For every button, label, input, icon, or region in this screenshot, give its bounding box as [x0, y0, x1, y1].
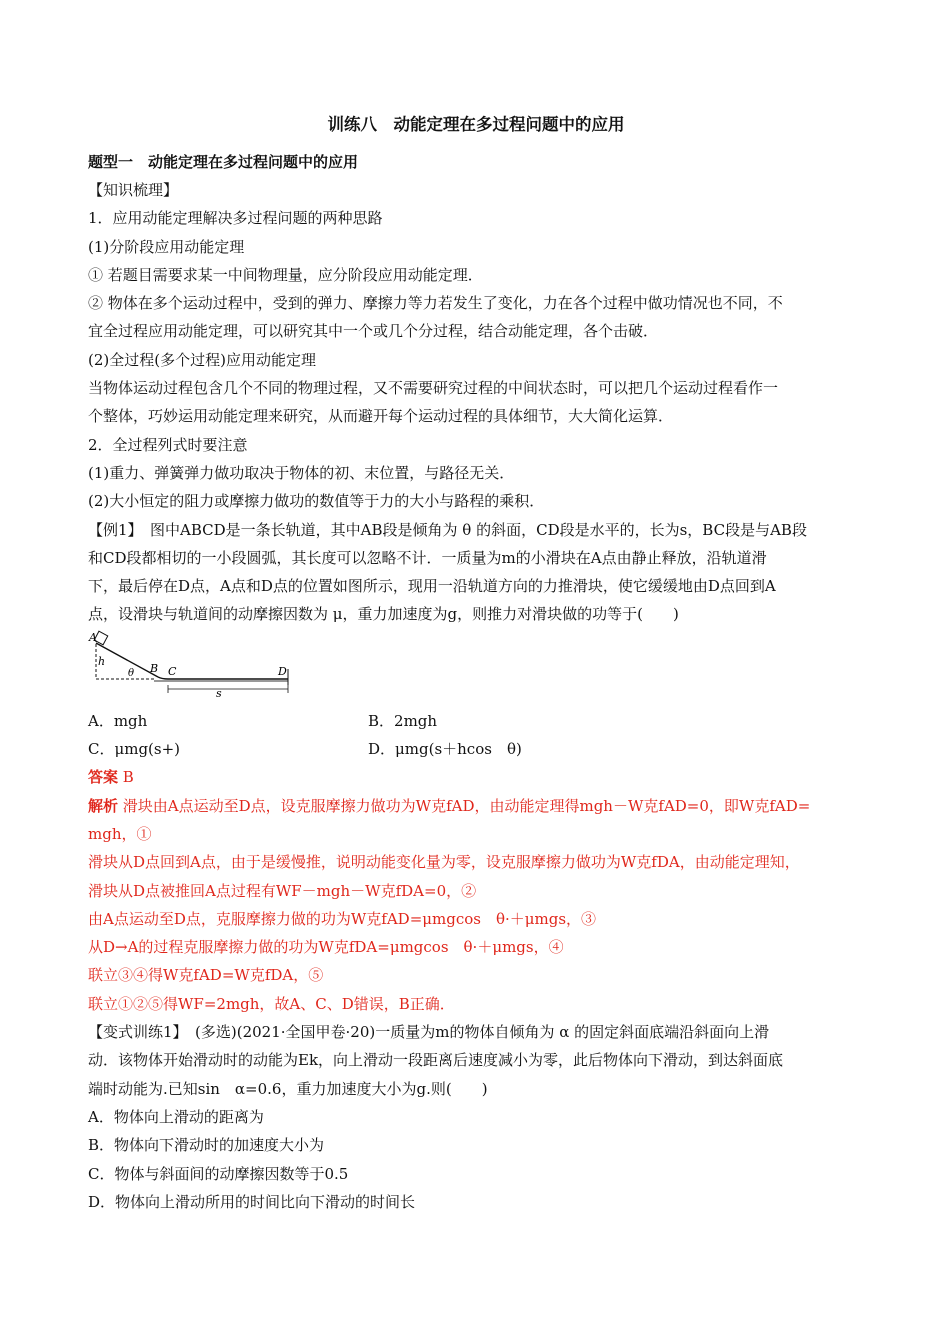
kp1-a1: ① 若题目需要求某一中间物理量，应分阶段应用动能定理． — [88, 265, 483, 284]
analysis-label: 解析 — [88, 796, 119, 815]
option-c: C．物体与斜面间的动摩擦因数等于0.5 — [88, 1164, 349, 1183]
label-h: h — [98, 654, 106, 668]
answer-label: 答案 — [88, 768, 119, 787]
text-line: 下，最后停在D点，A点和D点的位置如图所示，现用一沿轨道方向的力推滑块，使它缓缓地由D点回到A — [88, 577, 776, 596]
text-line: mgh，① — [88, 824, 152, 843]
text-line: 滑块从D点被推回A点过程有WF－mgh－W克fDA=0，② — [88, 881, 477, 900]
option-b: B．物体向下滑动时的加速度大小为 — [88, 1136, 325, 1155]
text-line: 从D→A的过程克服摩擦力做的功为W克fDA=μmgcos θ·＋μmgs，④ — [88, 938, 564, 957]
option-d: D．物体向上滑动所用的时间比向下滑动的时间长 — [88, 1192, 416, 1211]
kp1-a: (1)分阶段应用动能定理 — [88, 237, 245, 256]
option-c: C．μmg(s+) — [88, 740, 181, 759]
answer-value: B — [122, 768, 134, 787]
incline-diagram — [88, 629, 308, 707]
analysis — [88, 792, 864, 1018]
option-b: B．2mgh — [368, 711, 438, 730]
label-a: A — [89, 630, 97, 644]
kp2-heading: 2．全过程列式时要注意 — [88, 435, 248, 454]
text-line: ② 物体在多个运动过程中，受到的弹力、摩擦力等力若发生了变化，力在各个过程中做功情况也不同，不 — [88, 294, 783, 313]
text-line: 联立①②⑤得WF=2mgh，故A、C、D错误，B正确． — [88, 994, 455, 1013]
variant-1-options — [88, 1103, 864, 1216]
text-line: 【例1】 图中ABCD是一条长轨道，其中AB段是倾角为 θ 的斜面，CD段是水平的，长为s，BC段是与AB段 — [88, 520, 807, 539]
variant-1 — [88, 1018, 864, 1103]
label-b: B — [150, 661, 159, 675]
example-1 — [88, 516, 864, 629]
label-d: D — [278, 664, 287, 678]
kp1-b: (2)全过程(多个过程)应用动能定理 — [88, 350, 316, 369]
label-c: C — [168, 664, 177, 678]
option-d: D．μmg(s＋hcos θ) — [368, 740, 522, 759]
document-page — [88, 112, 864, 1216]
text-line: 滑块从D点回到A点，由于是缓慢推，说明动能变化量为零，设克服摩擦力做功为W克fDA，由动能定理知， — [88, 853, 800, 872]
page-title: 训练八 动能定理在多过程问题中的应用 — [327, 115, 625, 134]
option-a: A．mgh — [88, 711, 148, 730]
text-line: 个整体，巧妙运用动能定理来研究，从而避开每个运动过程的具体细节，大大简化运算． — [88, 407, 674, 426]
example-1-options — [88, 707, 864, 764]
text-line: 滑块由A点运动至D点，设克服摩擦力做功为W克fAD，由动能定理得mgh－W克fAD=0，即W克fAD= — [122, 796, 811, 815]
label-theta: θ — [128, 667, 135, 679]
kp1-b1 — [88, 374, 864, 431]
kp1-a2 — [88, 289, 864, 346]
text-line: 【变式训练1】 (多选)(2021·全国甲卷·20)一质量为m的物体自倾角为 α 的固定斜面底端沿斜面向上滑 — [88, 1023, 770, 1042]
option-a: A．物体向上滑动的距离为 — [88, 1107, 264, 1126]
knowledge-tag: 【知识梳理】 — [88, 181, 179, 199]
section-heading: 题型一 动能定理在多过程问题中的应用 — [88, 153, 359, 171]
text-line: 联立③④得W克fAD=W克fDA，⑤ — [88, 966, 324, 985]
text-line: 和CD段都相切的一小段圆弧，其长度可以忽略不计．一质量为m的小滑块在A点由静止释放，沿轨道滑 — [88, 548, 767, 567]
text-line: 端时动能为.已知sin α=0.6，重力加速度大小为g.则( ) — [88, 1079, 488, 1098]
kp2-1: (1)重力、弹簧弹力做功取决于物体的初、末位置，与路径无关． — [88, 463, 515, 482]
incline-track-figure — [88, 629, 864, 707]
text-line: 点，设滑块与轨道间的动摩擦因数为 μ，重力加速度为g，则推力对滑块做的功等于( ) — [88, 605, 679, 624]
kp1-heading: 1．应用动能定理解决多过程问题的两种思路 — [88, 209, 383, 228]
text-line: 当物体运动过程包含几个不同的物理过程，又不需要研究过程的中间状态时，可以把几个运动过程看作一 — [88, 379, 779, 398]
label-s: s — [216, 686, 222, 700]
answer-line — [88, 763, 864, 791]
text-line: 由A点运动至D点，克服摩擦力做的功为W克fAD=μmgcos θ·＋μmgs，③ — [88, 909, 597, 928]
kp2-2: (2)大小恒定的阻力或摩擦力做功的数值等于力的大小与路程的乘积． — [88, 492, 545, 511]
text-line: 动．该物体开始滑动时的动能为Ek，向上滑动一段距离后速度减小为零，此后物体向下滑动，到达斜面底 — [88, 1051, 784, 1070]
text-line: 宜全过程应用动能定理，可以研究其中一个或几个分过程，结合动能定理，各个击破． — [88, 322, 659, 341]
